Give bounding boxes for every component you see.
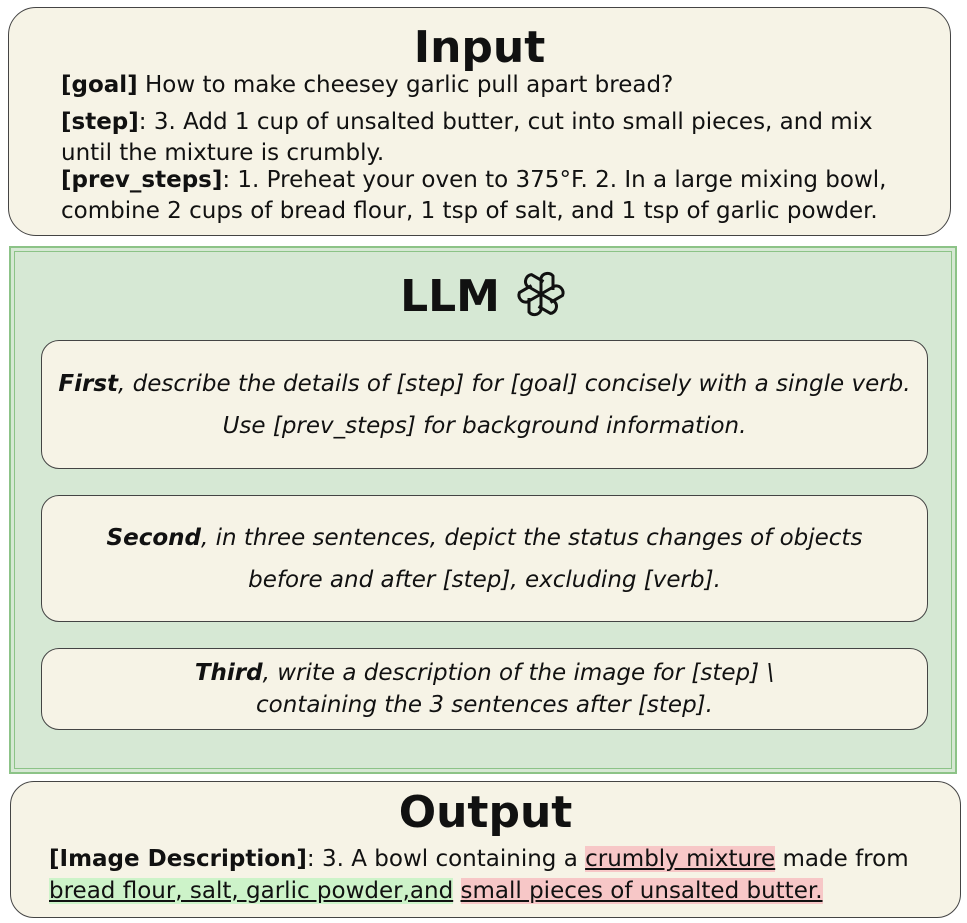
prompt-second-line-1 (42, 517, 927, 559)
prompt-third-line-1 (42, 657, 927, 689)
llm-header (11, 269, 955, 320)
prompt-first-text-1: , describe the details of [step] for [goal] concisely with a single verb. (118, 370, 911, 397)
prev-steps-text-2: combine 2 cups of bread flour, 1 tsp of salt, and 1 tsp of garlic powder. (61, 198, 878, 224)
output-description (49, 843, 949, 907)
highlight-butter: small pieces of unsalted butter. (460, 878, 823, 904)
llm-title: LLM (400, 271, 500, 322)
prompt-third (41, 648, 928, 730)
input-title: Input (413, 22, 546, 73)
prompt-third-lead: Third (194, 660, 263, 686)
prompt-first-line-1 (42, 363, 927, 405)
prev-steps-tag: [prev_steps] (61, 167, 223, 193)
goal-line (61, 70, 921, 101)
output-text-1: : 3. A bowl containing a (306, 846, 586, 872)
output-title: Output (398, 787, 573, 838)
openai-logo-icon (516, 269, 566, 319)
highlight-crumbly-mixture: crumbly mixture (585, 846, 776, 872)
image-description-tag: [Image Description] (49, 846, 307, 872)
output-text-2: made from (775, 846, 909, 872)
step-text-2: until the mixture is crumbly. (61, 140, 385, 166)
goal-tag: [goal] (61, 72, 138, 98)
prompt-second-lead: Second (106, 524, 201, 551)
prompt-second-text-1: , in three sentences, depict the status changes of objects (200, 524, 863, 551)
step-text-1: : 3. Add 1 cup of unsalted butter, cut into small pieces, and mix (138, 109, 873, 135)
llm-panel (9, 246, 957, 774)
step-line (61, 107, 921, 138)
prompt-first-text-2: Use [prev_steps] for background information. (222, 412, 747, 439)
prompt-third-text-2: containing the 3 sentences after [step]. (256, 692, 713, 718)
prev-steps-line (61, 165, 921, 196)
input-content (61, 70, 921, 227)
highlight-ingredients: bread flour, salt, garlic powder,and (49, 878, 454, 904)
output-text-3 (453, 878, 460, 904)
prompt-second-text-2: before and after [step], excluding [verb]. (248, 566, 721, 593)
input-panel (8, 7, 951, 236)
prompt-second (41, 495, 928, 622)
prev-steps-line-2 (61, 196, 921, 227)
prev-steps-text-1: : 1. Preheat your oven to 375°F. 2. In a large mixing bowl, (222, 167, 887, 193)
prompt-first (41, 340, 928, 469)
prompt-first-lead: First (58, 370, 119, 397)
prompt-third-text-1: , write a description of the image for [step] \ (262, 660, 775, 686)
goal-text: How to make cheesey garlic pull apart bread? (137, 72, 674, 98)
output-panel (10, 781, 961, 918)
step-tag: [step] (61, 109, 139, 135)
